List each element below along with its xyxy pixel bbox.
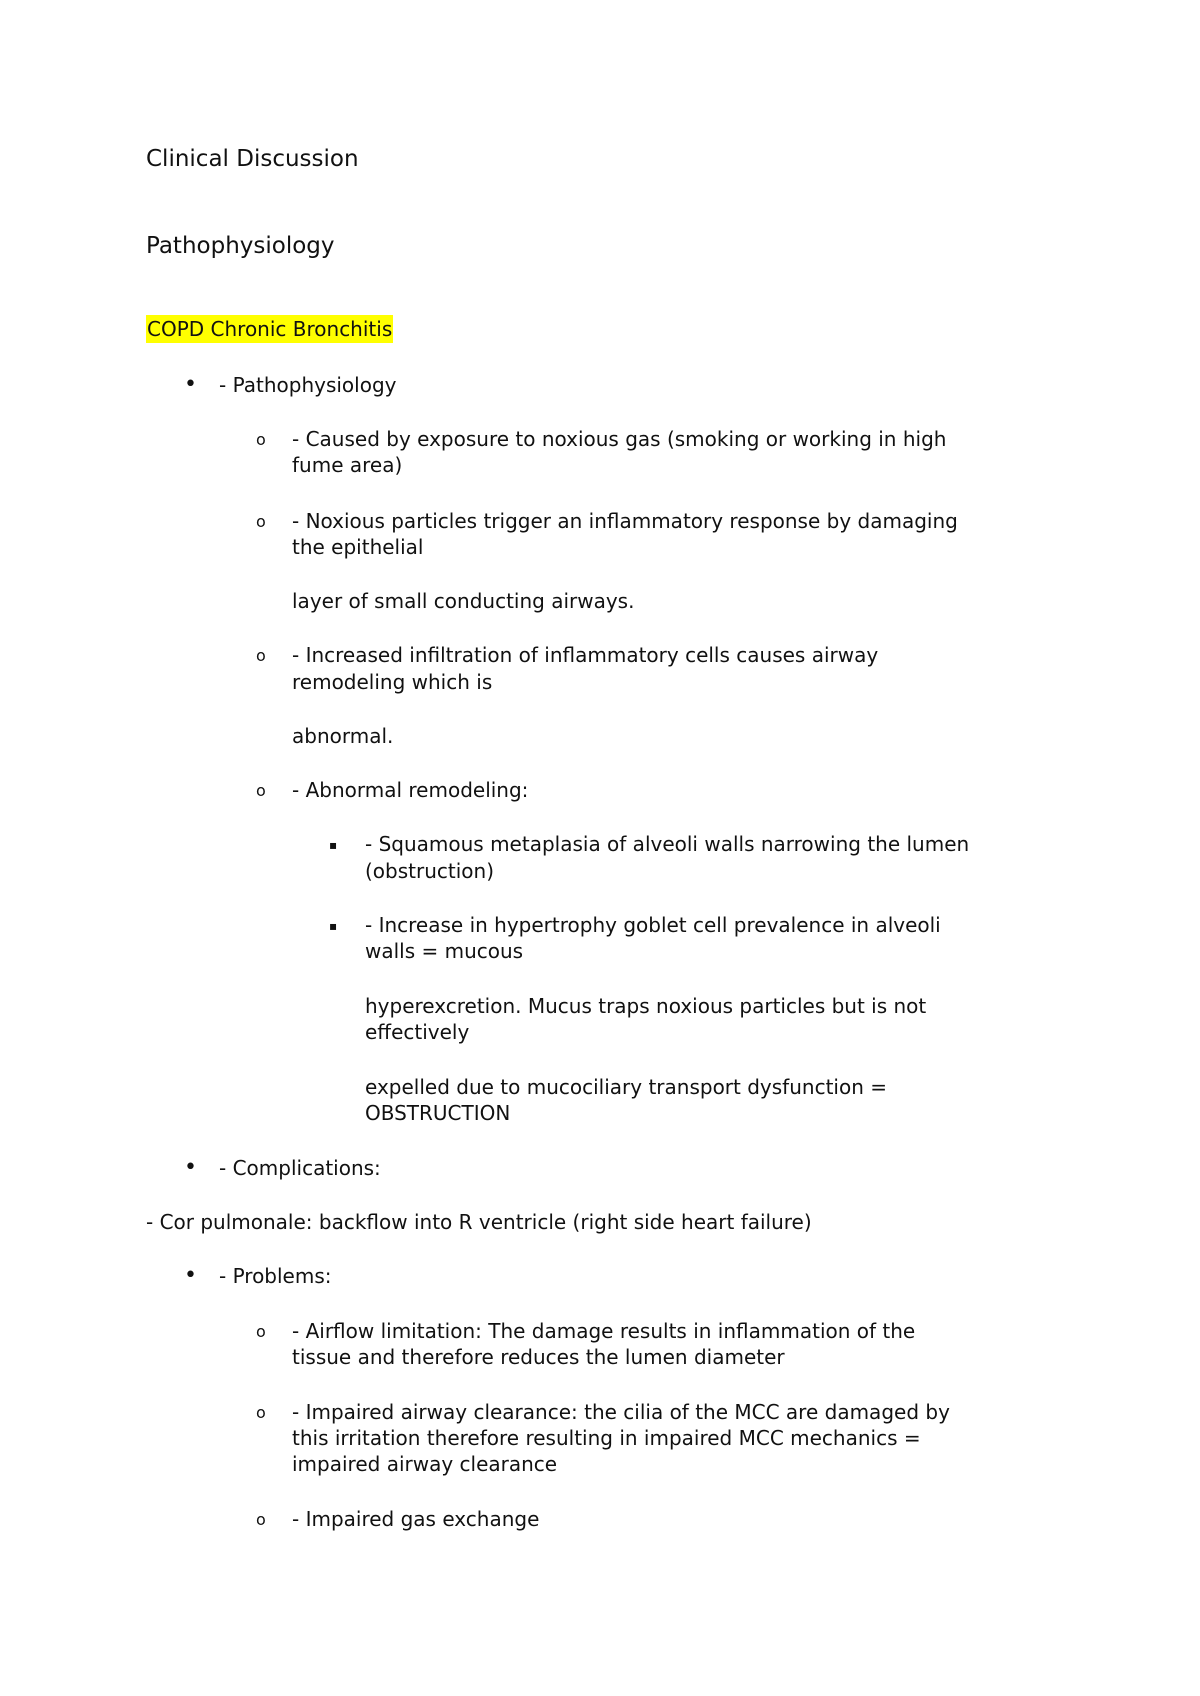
- list-item-text: hyperexcretion. Mucus traps noxious particles but is not: [365, 994, 927, 1018]
- list-item-text: expelled due to mucociliary transport dysfunction =: [365, 1075, 887, 1099]
- list-item-text: impaired airway clearance: [292, 1452, 558, 1476]
- list-item-text: effectively: [365, 1020, 470, 1044]
- list-item-text: tissue and therefore reduces the lumen diameter: [292, 1345, 785, 1369]
- bullet-square: ▪: [329, 919, 338, 933]
- list-item-text: layer of small conducting airways.: [292, 589, 635, 613]
- list-item-text: this irritation therefore resulting in impaired MCC mechanics =: [292, 1426, 921, 1450]
- list-item-problems: - Problems:: [219, 1264, 332, 1288]
- document-title: Clinical Discussion: [146, 146, 359, 172]
- list-item-text: the epithelial: [292, 535, 424, 559]
- list-item-text: abnormal.: [292, 724, 394, 748]
- list-item-text: - Noxious particles trigger an inflammatory response by damaging: [292, 509, 958, 533]
- bullet-circle: o: [256, 1510, 266, 1529]
- bullet-circle: o: [256, 1403, 266, 1422]
- list-item-text: - Caused by exposure to noxious gas (smoking or working in high: [292, 427, 947, 451]
- list-item-text: remodeling which is: [292, 670, 493, 694]
- list-item-text: - Impaired gas exchange: [292, 1507, 540, 1531]
- list-item-text: OBSTRUCTION: [365, 1101, 511, 1125]
- bullet-circle: o: [256, 430, 266, 449]
- bullet-dot: •: [184, 1263, 197, 1288]
- list-item-text: walls = mucous: [365, 939, 524, 963]
- highlighted-section-heading: COPD Chronic Bronchitis: [147, 317, 393, 341]
- list-item-text: fume area): [292, 453, 403, 477]
- list-item-pathophysiology: - Pathophysiology: [219, 373, 397, 397]
- list-item-complications: - Complications:: [219, 1156, 381, 1180]
- paragraph-cor-pulmonale: - Cor pulmonale: backflow into R ventricle (right side heart failure): [146, 1210, 812, 1234]
- bullet-dot: •: [184, 1155, 197, 1180]
- list-item-text: - Increase in hypertrophy goblet cell prevalence in alveoli: [365, 913, 941, 937]
- bullet-circle: o: [256, 646, 266, 665]
- list-item-text: (obstruction): [365, 859, 495, 883]
- bullet-circle: o: [256, 781, 266, 800]
- bullet-square: ▪: [329, 838, 338, 852]
- bullet-circle: o: [256, 512, 266, 531]
- list-item-text: - Airflow limitation: The damage results in inflammation of the: [292, 1319, 916, 1343]
- document-subtitle: Pathophysiology: [146, 233, 335, 259]
- bullet-dot: •: [184, 372, 197, 397]
- list-item-text: - Impaired airway clearance: the cilia of the MCC are damaged by: [292, 1400, 950, 1424]
- list-item-text: - Increased infiltration of inflammatory cells causes airway: [292, 643, 879, 667]
- list-item-text: - Squamous metaplasia of alveoli walls narrowing the lumen: [365, 832, 970, 856]
- list-item-text: - Abnormal remodeling:: [292, 778, 529, 802]
- bullet-circle: o: [256, 1322, 266, 1341]
